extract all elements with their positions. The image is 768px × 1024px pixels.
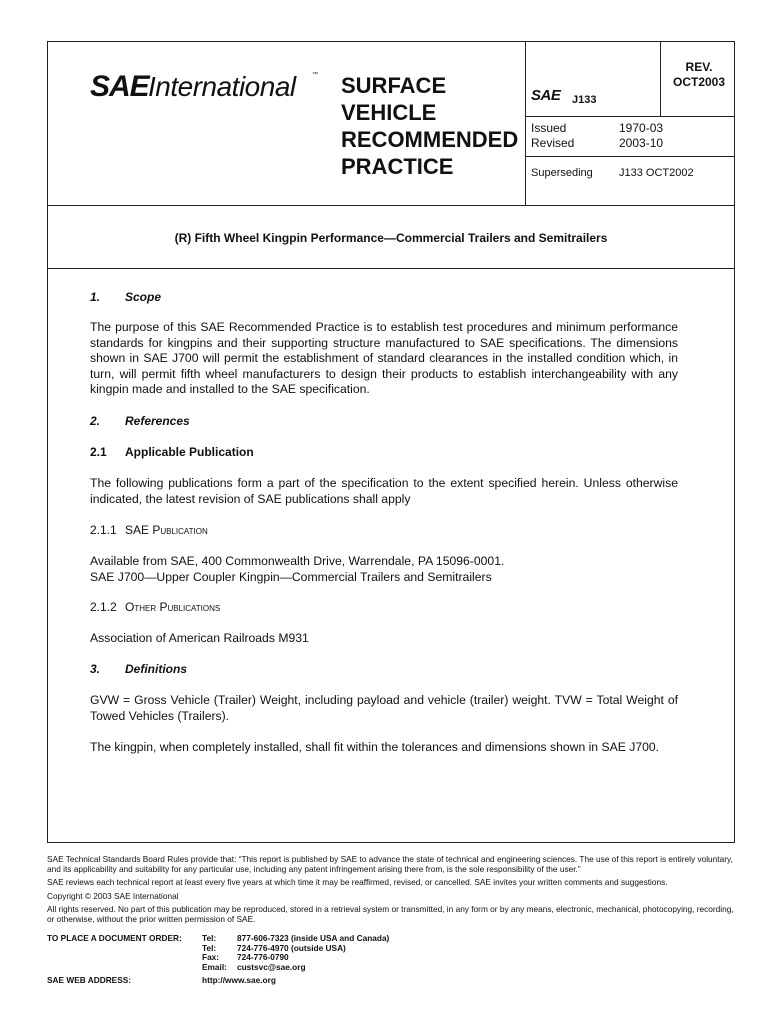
document-type	[341, 72, 518, 180]
section-2-1-body	[90, 476, 678, 507]
doc-type-line: PRACTICE	[341, 154, 454, 179]
superseding-label: Superseding	[531, 167, 593, 179]
paragraph-line: Available from SAE, 400 Commonwealth Drive, Warrendale, PA 15096-0001.	[90, 554, 505, 568]
section-2-1-1-heading	[90, 523, 678, 539]
fax-value: 724-776-0790	[237, 952, 289, 962]
paragraph: GVW = Gross Vehicle (Trailer) Weight, including payload and vehicle (trailer) weight. TVW = Total Weight of Towed Vehicles (Trailers).	[90, 693, 678, 723]
section-number: 2.1.2	[90, 600, 117, 614]
dates-values	[619, 121, 663, 151]
issued-value: 1970-03	[619, 121, 664, 135]
sae-mini-logo: SAE	[531, 87, 561, 104]
paragraph-line: SAE J700—Upper Coupler Kingpin—Commercial Trailers and Semitrailers	[90, 569, 492, 584]
section-2-heading	[90, 414, 678, 430]
title-divider	[47, 268, 735, 269]
section-2-1-2-heading	[90, 600, 678, 616]
web-link[interactable]: http://www.sae.org	[202, 975, 276, 985]
section-title: SAE Publication	[125, 523, 208, 537]
header-col-divider	[525, 41, 526, 205]
section-2-1-1-body	[90, 554, 678, 585]
section-number: 2.1	[90, 445, 107, 459]
section-2-1-2-body	[90, 631, 678, 647]
header-divider	[47, 205, 735, 206]
tel-label: Tel:	[202, 933, 217, 943]
footer-rules: SAE Technical Standards Board Rules provide that: “This report is published by SAE to advance the state of technical and engineering sciences. The use of this report is entirely voluntary, and its applicability and suitability for any particular use, including any patent infringement arising there from, is the sole responsibility of the user.”	[47, 854, 733, 875]
section-3-body-2	[90, 740, 678, 756]
section-1-body	[90, 320, 678, 398]
section-3-heading	[90, 662, 678, 678]
sae-international-logo	[90, 70, 320, 104]
logo-trademark: ™	[312, 72, 318, 78]
tel2-value: 724-776-4970 (outside USA)	[237, 942, 346, 953]
section-title: Definitions	[125, 662, 187, 676]
doc-type-line: VEHICLE	[341, 100, 437, 125]
section-title: References	[125, 414, 190, 428]
section-number: 3.	[90, 662, 101, 676]
revision-cell	[663, 60, 735, 90]
tel-value: 877-606-7323 (inside USA and Canada)	[237, 933, 390, 943]
footer-rights: All rights reserved. No part of this publication may be reproduced, stored in a retrieval system or transmitted, in any form or by any means, electronic, mechanical, photocopying, recording, or otherwise, without the prior written permission of SAE.	[47, 903, 734, 925]
dates-labels	[531, 121, 574, 151]
footer-legal	[47, 854, 737, 927]
paragraph-line: Association of American Railroads M931	[90, 631, 309, 645]
doc-type-line: SURFACE	[341, 73, 447, 98]
dates-divider	[525, 156, 735, 157]
email-label: Email:	[202, 961, 227, 972]
paragraph: The kingpin, when completely installed, shall fit within the tolerances and dimensions shown in SAE J700.	[90, 740, 660, 754]
footer-copyright: Copyright © 2003 SAE International	[47, 890, 179, 901]
logo-international-text: International	[148, 71, 296, 102]
doc-type-line: RECOMMENDED	[341, 127, 519, 152]
section-3-body-1	[90, 693, 678, 724]
document-title: (R) Fifth Wheel Kingpin Performance—Commercial Trailers and Semitrailers	[174, 231, 608, 245]
footer-review: SAE reviews each technical report at least every five years at which time it may be reaffirmed, revised, or cancelled. SAE invites your written comments and suggestions.	[47, 877, 668, 888]
paragraph: The purpose of this SAE Recommended Practice is to establish test procedures and minimum performance standards for kingpins and their supporting structure manufactured to SAE specifications. The dimensions shown in SAE J700 will permit the establishment of standard clearances in the installed condition which, in turn, will permit fifth wheel manufacturers to design their products to establish interchangeability with any kingpin made and installed to the SAE specification.	[90, 320, 678, 396]
rev-value: OCT2003	[672, 75, 726, 89]
section-number: 2.	[90, 414, 101, 428]
section-number: 1.	[90, 290, 101, 304]
section-number: 2.1.1	[90, 523, 117, 537]
section-title: Scope	[125, 290, 162, 304]
revised-value: 2003-10	[619, 136, 664, 150]
rev-label: REV.	[685, 60, 713, 74]
revised-label: Revised	[531, 136, 575, 150]
section-1-heading	[90, 290, 678, 306]
document-number: J133	[572, 94, 597, 106]
order-label: TO PLACE A DOCUMENT ORDER:	[47, 933, 182, 943]
docnum-divider	[525, 116, 735, 117]
email-link[interactable]: custsvc@sae.org	[237, 961, 306, 972]
section-title: Other Publications	[125, 600, 221, 614]
tel2-label: Tel:	[202, 942, 217, 953]
logo-sae-text: SAE	[90, 70, 149, 103]
paragraph: The following publications form a part of the specification to the extent specified herein. Unless otherwise indicated, the latest revision of SAE publications shall apply	[90, 476, 678, 506]
superseding-value: J133 OCT2002	[619, 167, 694, 179]
rev-col-divider	[660, 41, 661, 116]
issued-label: Issued	[531, 121, 567, 135]
fax-label: Fax:	[202, 952, 220, 962]
section-2-1-heading	[90, 445, 678, 461]
web-label: SAE WEB ADDRESS:	[47, 975, 132, 985]
section-title: Applicable Publication	[125, 445, 254, 459]
